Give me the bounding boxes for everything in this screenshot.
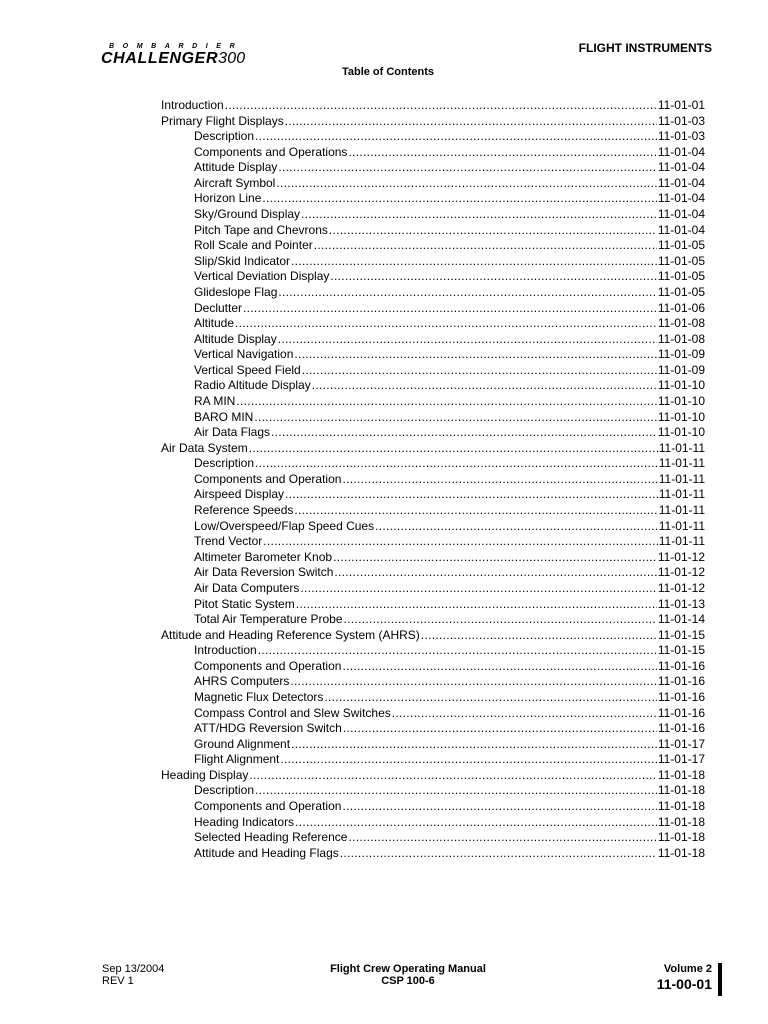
toc-leader-dots	[375, 519, 658, 534]
table-of-contents	[161, 98, 705, 861]
toc-entry-label: Description	[194, 129, 255, 144]
toc-entry-page: 11-01-05	[657, 269, 705, 284]
toc-entry-label: Low/Overspeed/Flap Speed Cues	[194, 518, 375, 533]
toc-entry-page: 11-01-05	[657, 238, 705, 253]
toc-leader-dots	[324, 690, 656, 705]
toc-entry-page: 11-01-03	[657, 129, 705, 144]
footer-date: Sep 13/2004	[102, 963, 165, 975]
toc-entry-label: Description	[194, 456, 255, 471]
toc-entry-page: 11-01-18	[657, 783, 705, 798]
toc-entry[interactable]	[161, 254, 705, 270]
toc-leader-dots	[342, 472, 657, 487]
toc-entry-label: Roll Scale and Pointer	[194, 238, 313, 253]
toc-entry[interactable]	[161, 503, 705, 519]
toc-entry-page: 11-01-10	[657, 393, 705, 408]
toc-leader-dots	[329, 223, 657, 238]
toc-entry[interactable]	[161, 378, 705, 394]
toc-leader-dots	[348, 830, 656, 845]
footer-revision: REV 1	[102, 975, 134, 987]
toc-leader-dots	[255, 783, 657, 798]
toc-entry-page: 11-01-16	[657, 674, 705, 689]
toc-entry-label: Flight Alignment	[194, 752, 280, 767]
toc-entry-label: Heading Indicators	[194, 814, 295, 829]
toc-entry-page: 11-01-05	[657, 253, 705, 268]
toc-entry[interactable]	[161, 628, 705, 644]
toc-leader-dots	[334, 565, 656, 580]
toc-leader-dots	[278, 332, 657, 347]
toc-leader-dots	[255, 129, 657, 144]
toc-leader-dots	[291, 737, 657, 752]
toc-entry[interactable]	[161, 394, 705, 410]
toc-entry-label: AHRS Computers	[194, 674, 290, 689]
toc-entry-label: Compass Control and Slew Switches	[194, 705, 391, 720]
brand-model: 300	[218, 50, 246, 67]
toc-entry[interactable]	[161, 659, 705, 675]
toc-entry-label: Components and Operation	[194, 658, 342, 673]
toc-entry-page: 11-01-05	[657, 284, 705, 299]
toc-entry-page: 11-01-11	[658, 440, 705, 455]
toc-entry-page: 11-01-12	[657, 565, 705, 580]
toc-entry-label: Aircraft Symbol	[194, 175, 276, 190]
section-title: FLIGHT INSTRUMENTS	[578, 41, 712, 55]
toc-entry-page: 11-01-10	[657, 425, 705, 440]
toc-leader-dots	[262, 191, 656, 206]
toc-entry-label: Reference Speeds	[194, 503, 294, 518]
toc-entry-page: 11-01-09	[657, 362, 705, 377]
toc-entry-page: 11-01-08	[657, 331, 705, 346]
toc-entry[interactable]	[161, 363, 705, 379]
toc-entry-page: 11-01-04	[657, 222, 705, 237]
toc-entry-label: Magnetic Flux Detectors	[194, 689, 324, 704]
toc-entry-label: Horizon Line	[194, 191, 262, 206]
toc-entry-page: 11-01-13	[657, 596, 705, 611]
toc-entry[interactable]	[161, 98, 705, 114]
toc-entry-label: Attitude and Heading Flags	[194, 845, 339, 860]
toc-leader-dots	[291, 254, 657, 269]
toc-entry-label: Components and Operation	[194, 799, 342, 814]
toc-entry-label: Air Data Computers	[194, 580, 300, 595]
toc-entry[interactable]	[161, 129, 705, 145]
toc-leader-dots	[314, 238, 657, 253]
toc-entry-label: Airspeed Display	[194, 487, 285, 502]
toc-entry[interactable]	[161, 534, 705, 550]
toc-entry-page: 11-01-18	[657, 830, 705, 845]
toc-entry[interactable]	[161, 114, 705, 130]
toc-leader-dots	[421, 628, 657, 643]
toc-entry-label: Primary Flight Displays	[161, 113, 284, 128]
toc-entry[interactable]	[161, 332, 705, 348]
toc-entry-label: Sky/Ground Display	[194, 207, 301, 222]
toc-entry-page: 11-01-16	[657, 705, 705, 720]
revision-bar	[718, 963, 722, 996]
toc-leader-dots	[343, 721, 657, 736]
toc-entry-page: 11-01-08	[657, 316, 705, 331]
toc-leader-dots	[348, 145, 656, 160]
toc-entry-label: Air Data Flags	[194, 425, 271, 440]
toc-entry[interactable]	[161, 145, 705, 161]
toc-entry[interactable]	[161, 269, 705, 285]
toc-entry-page: 11-01-17	[657, 752, 705, 767]
toc-leader-dots	[330, 269, 656, 284]
toc-leader-dots	[340, 846, 657, 861]
toc-leader-dots	[280, 752, 656, 767]
toc-entry[interactable]	[161, 674, 705, 690]
brand-top-text: BOMBARDIER	[109, 43, 244, 50]
toc-entry[interactable]	[161, 160, 705, 176]
toc-entry[interactable]	[161, 752, 705, 768]
toc-entry[interactable]	[161, 768, 705, 784]
toc-leader-dots	[301, 207, 657, 222]
toc-entry-page: 11-01-16	[657, 658, 705, 673]
toc-entry-label: Air Data System	[161, 440, 248, 455]
toc-leader-dots	[300, 581, 656, 596]
footer-manual-title: Flight Crew Operating Manual	[330, 963, 486, 975]
toc-leader-dots	[294, 347, 656, 362]
toc-entry[interactable]	[161, 519, 705, 535]
toc-entry-page: 11-01-11	[658, 518, 705, 533]
toc-leader-dots	[285, 114, 657, 129]
toc-leader-dots	[278, 160, 656, 175]
toc-entry[interactable]	[161, 238, 705, 254]
toc-entry[interactable]	[161, 347, 705, 363]
toc-entry[interactable]	[161, 783, 705, 799]
toc-entry-label: Description	[194, 783, 255, 798]
toc-entry-page: 11-01-01	[657, 98, 705, 112]
toc-entry-label: Vertical Navigation	[194, 347, 294, 362]
footer-manual-code: CSP 100-6	[381, 975, 435, 987]
toc-leader-dots	[333, 550, 657, 565]
toc-entry[interactable]	[161, 487, 705, 503]
toc-leader-dots	[342, 659, 656, 674]
toc-title: Table of Contents	[341, 66, 435, 78]
toc-entry-label: Attitude Display	[194, 160, 278, 175]
toc-leader-dots	[276, 176, 656, 191]
toc-entry-page: 11-01-04	[657, 175, 705, 190]
toc-leader-dots	[290, 674, 656, 689]
toc-leader-dots	[235, 316, 657, 331]
toc-entry-page: 11-01-04	[657, 144, 705, 159]
toc-entry-page: 11-01-10	[657, 378, 705, 393]
toc-entry-page: 11-01-06	[657, 300, 705, 315]
toc-entry[interactable]	[161, 612, 705, 628]
toc-entry-label: Vertical Speed Field	[194, 362, 301, 377]
toc-entry[interactable]	[161, 425, 705, 441]
toc-leader-dots	[295, 815, 657, 830]
toc-entry-page: 11-01-09	[657, 347, 705, 362]
toc-entry-label: Altitude Display	[194, 331, 277, 346]
toc-entry[interactable]	[161, 846, 705, 862]
toc-leader-dots	[236, 394, 657, 409]
toc-leader-dots	[302, 363, 657, 378]
toc-entry[interactable]	[161, 815, 705, 831]
toc-entry-label: Introduction	[161, 98, 224, 112]
toc-entry[interactable]	[161, 581, 705, 597]
toc-leader-dots	[271, 425, 657, 440]
toc-leader-dots	[249, 768, 656, 783]
toc-leader-dots	[294, 503, 657, 518]
toc-entry-page: 11-01-12	[657, 549, 705, 564]
toc-entry-page: 11-01-16	[657, 689, 705, 704]
toc-entry-page: 11-01-11	[658, 456, 705, 471]
toc-entry-page: 11-01-03	[657, 113, 705, 128]
toc-entry[interactable]	[161, 737, 705, 753]
toc-entry[interactable]	[161, 799, 705, 815]
toc-entry-page: 11-01-10	[657, 409, 705, 424]
toc-entry[interactable]	[161, 706, 705, 722]
toc-leader-dots	[254, 410, 657, 425]
toc-entry-page: 11-01-16	[657, 721, 705, 736]
toc-entry-label: Components and Operation	[194, 471, 342, 486]
toc-entry[interactable]	[161, 721, 705, 737]
toc-entry[interactable]	[161, 830, 705, 846]
toc-entry[interactable]	[161, 690, 705, 706]
footer-right	[657, 963, 712, 992]
toc-entry-label: Altitude	[194, 316, 235, 331]
toc-entry[interactable]	[161, 301, 705, 317]
toc-entry-label: Pitch Tape and Chevrons	[194, 222, 328, 237]
toc-leader-dots	[296, 597, 657, 612]
toc-entry-label: BARO MIN	[194, 409, 254, 424]
toc-entry[interactable]	[161, 597, 705, 613]
toc-entry-page: 11-01-18	[657, 767, 705, 782]
toc-leader-dots	[344, 612, 657, 627]
toc-entry[interactable]	[161, 456, 705, 472]
toc-leader-dots	[342, 799, 656, 814]
toc-entry-label: Ground Alignment	[194, 736, 291, 751]
toc-entry-label: Altimeter Barometer Knob	[194, 549, 333, 564]
toc-entry-page: 11-01-18	[657, 814, 705, 829]
toc-leader-dots	[312, 378, 657, 393]
toc-entry[interactable]	[161, 191, 705, 207]
toc-leader-dots	[225, 98, 657, 113]
toc-leader-dots	[258, 643, 657, 658]
toc-leader-dots	[249, 441, 658, 456]
toc-entry-label: Attitude and Heading Reference System (AHRS)	[161, 627, 420, 642]
toc-entry-label: Trend Vector	[194, 534, 263, 549]
toc-entry-page: 11-01-12	[657, 580, 705, 595]
toc-leader-dots	[285, 487, 658, 502]
toc-entry[interactable]	[161, 316, 705, 332]
toc-leader-dots	[255, 456, 658, 471]
toc-entry-page: 11-01-11	[658, 503, 705, 518]
toc-leader-dots	[392, 706, 657, 721]
footer-volume: Volume 2	[663, 963, 712, 975]
toc-entry-label: Total Air Temperature Probe	[194, 612, 343, 627]
toc-entry[interactable]	[161, 176, 705, 192]
toc-entry-page: 11-01-11	[658, 534, 705, 549]
toc-entry[interactable]	[161, 410, 705, 426]
toc-leader-dots	[243, 301, 657, 316]
toc-entry-label: Air Data Reversion Switch	[194, 565, 334, 580]
toc-entry-label: RA MIN	[194, 393, 236, 408]
toc-leader-dots	[263, 534, 657, 549]
toc-entry-label: ATT/HDG Reversion Switch	[194, 721, 342, 736]
toc-entry[interactable]	[161, 441, 705, 457]
toc-entry-page: 11-01-18	[657, 799, 705, 814]
toc-entry[interactable]	[161, 472, 705, 488]
toc-entry-label: Heading Display	[161, 767, 249, 782]
toc-entry-page: 11-01-04	[657, 160, 705, 175]
toc-entry-label: Components and Operations	[194, 144, 348, 159]
toc-entry-page: 11-01-04	[657, 207, 705, 222]
toc-entry[interactable]	[161, 207, 705, 223]
toc-entry-label: Slip/Skid Indicator	[194, 253, 291, 268]
brand-name: CHALLENGER	[101, 50, 219, 67]
toc-entry-page: 11-01-14	[657, 612, 705, 627]
toc-entry-page: 11-01-15	[657, 627, 705, 642]
footer-center	[0, 963, 768, 987]
toc-entry-label: Vertical Deviation Display	[194, 269, 330, 284]
toc-leader-dots	[278, 285, 656, 300]
toc-entry-page: 11-01-18	[657, 845, 705, 860]
footer-page-number: 11-00-01	[656, 976, 712, 992]
toc-entry-page: 11-01-17	[657, 736, 705, 751]
toc-entry-page: 11-01-11	[658, 487, 705, 502]
toc-entry-label: Selected Heading Reference	[194, 830, 348, 845]
toc-entry-page: 11-01-15	[657, 643, 705, 658]
toc-entry-page: 11-01-04	[657, 191, 705, 206]
toc-entry-label: Pitot Static System	[194, 596, 295, 611]
toc-entry-page: 11-01-11	[658, 471, 705, 486]
toc-entry[interactable]	[161, 643, 705, 659]
toc-entry[interactable]	[161, 285, 705, 301]
toc-entry[interactable]	[161, 565, 705, 581]
toc-entry[interactable]	[161, 223, 705, 239]
toc-entry-label: Declutter	[194, 300, 243, 315]
toc-entry-label: Glideslope Flag	[194, 284, 278, 299]
toc-entry-label: Introduction	[194, 643, 257, 658]
toc-entry[interactable]	[161, 550, 705, 566]
toc-entry-label: Radio Altitude Display	[194, 378, 311, 393]
